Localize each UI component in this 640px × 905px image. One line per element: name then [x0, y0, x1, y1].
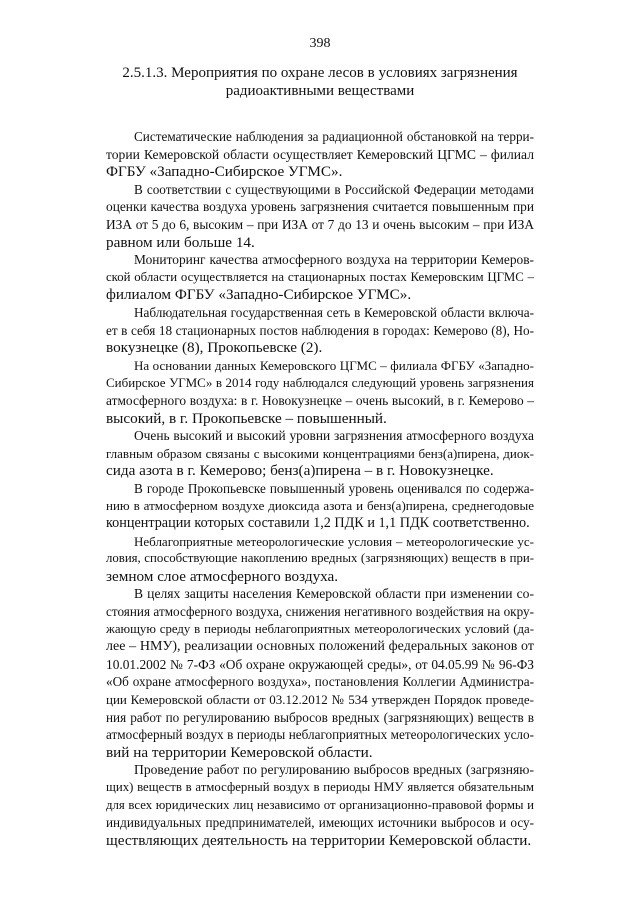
- paragraph-line: ет в себя 18 стационарных постов наблюдения в городах: Кемерово (8), Но-: [106, 322, 534, 338]
- paragraph-line: Неблагоприятные метеорологические условия – метеорологические ус-: [134, 533, 534, 549]
- paragraph-line: атмосферного воздуха: в г. Новокузнецке – очень высокий, в г. Кемерово –: [106, 392, 534, 408]
- paragraph: [106, 533, 534, 586]
- paragraph-line: нию в атмосферном воздухе диоксида азота и бенз(а)пирена, среднегодовые: [106, 498, 534, 514]
- paragraph: [106, 251, 534, 304]
- paragraph-line: концентрации которых составили 1,2 ПДК и 1,1 ПДК соответственно.: [106, 515, 530, 532]
- paragraph-line: главным образом связаны с высокими концентрациями бенз(а)пирена, диок-: [106, 445, 534, 461]
- paragraph-line: филиалом ФГБУ «Западно-Сибирское УГМС».: [106, 286, 412, 304]
- page-number: 398: [309, 36, 331, 51]
- paragraph: [106, 357, 534, 427]
- paragraph-line: ществляющих деятельность на территории Кемеровской области.: [106, 831, 532, 849]
- paragraph-line: лее – НМУ), реализации основных положений федеральных законов от: [106, 639, 534, 655]
- paragraph: [106, 585, 534, 761]
- paragraph-line: щих) веществ в атмосферный воздух в периоды НМУ является обязательным: [106, 779, 534, 794]
- paragraph-line: жающую среду в периоды неблагоприятных метеорологических условий (да-: [106, 621, 534, 636]
- paragraph-line: Очень высокий и высокий уровни загрязнения атмосферного воздуха: [134, 428, 534, 444]
- paragraph-line: ИЗА от 5 до 6, высоким – при ИЗА от 7 до 13 и очень высоким – при ИЗА: [106, 216, 534, 232]
- paragraph-line: ловия, способствующие накоплению вредных (загрязняющих) веществ в при-: [106, 551, 534, 566]
- paragraph-line: атмосферный воздух в периоды неблагоприятных метеорологических усло-: [106, 727, 534, 743]
- paragraph-line: ской области осуществляется на стационарных постах Кемеровским ЦГМС –: [106, 269, 534, 284]
- paragraph-line: индивидуальных предпринимателей, имеющих источники выбросов и осу-: [106, 815, 534, 831]
- paragraph: [106, 128, 534, 181]
- paragraph: [106, 304, 534, 357]
- paragraph-line: тории Кемеровской области осуществляет Кемеровский ЦГМС – филиал: [106, 146, 534, 162]
- paragraph-line: 10.01.2002 № 7-ФЗ «Об охране окружающей среды», от 04.05.99 № 96-ФЗ: [106, 656, 534, 672]
- paragraph-line: «Об охране атмосферного воздуха», постановления Коллегии Администра-: [106, 674, 534, 690]
- paragraph-line: высокий, в г. Прокопьевске – повышенный.: [106, 409, 387, 427]
- paragraph-line: земном слое атмосферного воздуха.: [106, 567, 339, 585]
- paragraph-line: Сибирское УГМС» в 2014 году наблюдался следующий уровень загрязнения: [106, 375, 534, 391]
- document-body: [106, 128, 534, 849]
- paragraph-line: вий на территории Кемеровской области.: [106, 743, 373, 761]
- section-title: [90, 64, 550, 100]
- paragraph-line: В соответствии с существующими в Российской Федерации методами: [134, 181, 534, 197]
- paragraph-line: На основании данных Кемеровского ЦГМС – филиала ФГБУ «Западно-: [134, 357, 534, 373]
- paragraph-line: В целях защиты населения Кемеровской области при изменении со-: [134, 586, 534, 602]
- paragraph-line: Проведение работ по регулированию выбросов вредных (загрязняю-: [134, 762, 534, 778]
- paragraph-line: Наблюдательная государственная сеть в Кемеровской области включа-: [134, 304, 534, 320]
- paragraph: [106, 181, 534, 251]
- paragraph-line: равном или больше 14.: [106, 233, 255, 251]
- paragraph-line: ния работ по регулированию выбросов вредных (загрязняющих) веществ в: [106, 709, 534, 725]
- paragraph-line: для всех юридических лиц независимо от организационно-правовой формы и: [106, 797, 534, 812]
- paragraph: [106, 761, 534, 849]
- paragraph-line: ФГБУ «Западно-Сибирское УГМС».: [106, 163, 343, 181]
- paragraph-line: ции Кемеровской области от 03.12.2012 № 534 утвержден Порядок проведе-: [106, 692, 534, 707]
- section-title-line: 2.5.1.3. Мероприятия по охране лесов в условиях загрязнения: [122, 65, 518, 81]
- paragraph-line: вокузнецке (8), Прокопьевске (2).: [106, 339, 323, 357]
- paragraph-line: Мониторинг качества атмосферного воздуха на территории Кемеров-: [134, 252, 534, 268]
- paragraph-line: В городе Прокопьевске повышенный уровень оценивался по содержа-: [134, 480, 534, 496]
- section-title-line: радиоактивными веществами: [225, 83, 415, 99]
- paragraph: [106, 480, 534, 533]
- paragraph-line: оценки качества воздуха уровень загрязнения считается повышенным при: [106, 199, 534, 215]
- paragraph-line: стояния атмосферного воздуха, снижения негативного воздействия на окру-: [106, 604, 534, 620]
- paragraph: [106, 427, 534, 480]
- paragraph-line: сида азота в г. Кемерово; бенз(а)пирена – в г. Новокузнецке.: [106, 462, 494, 480]
- paragraph-line: Систематические наблюдения за радиационной обстановкой на терри-: [134, 129, 534, 144]
